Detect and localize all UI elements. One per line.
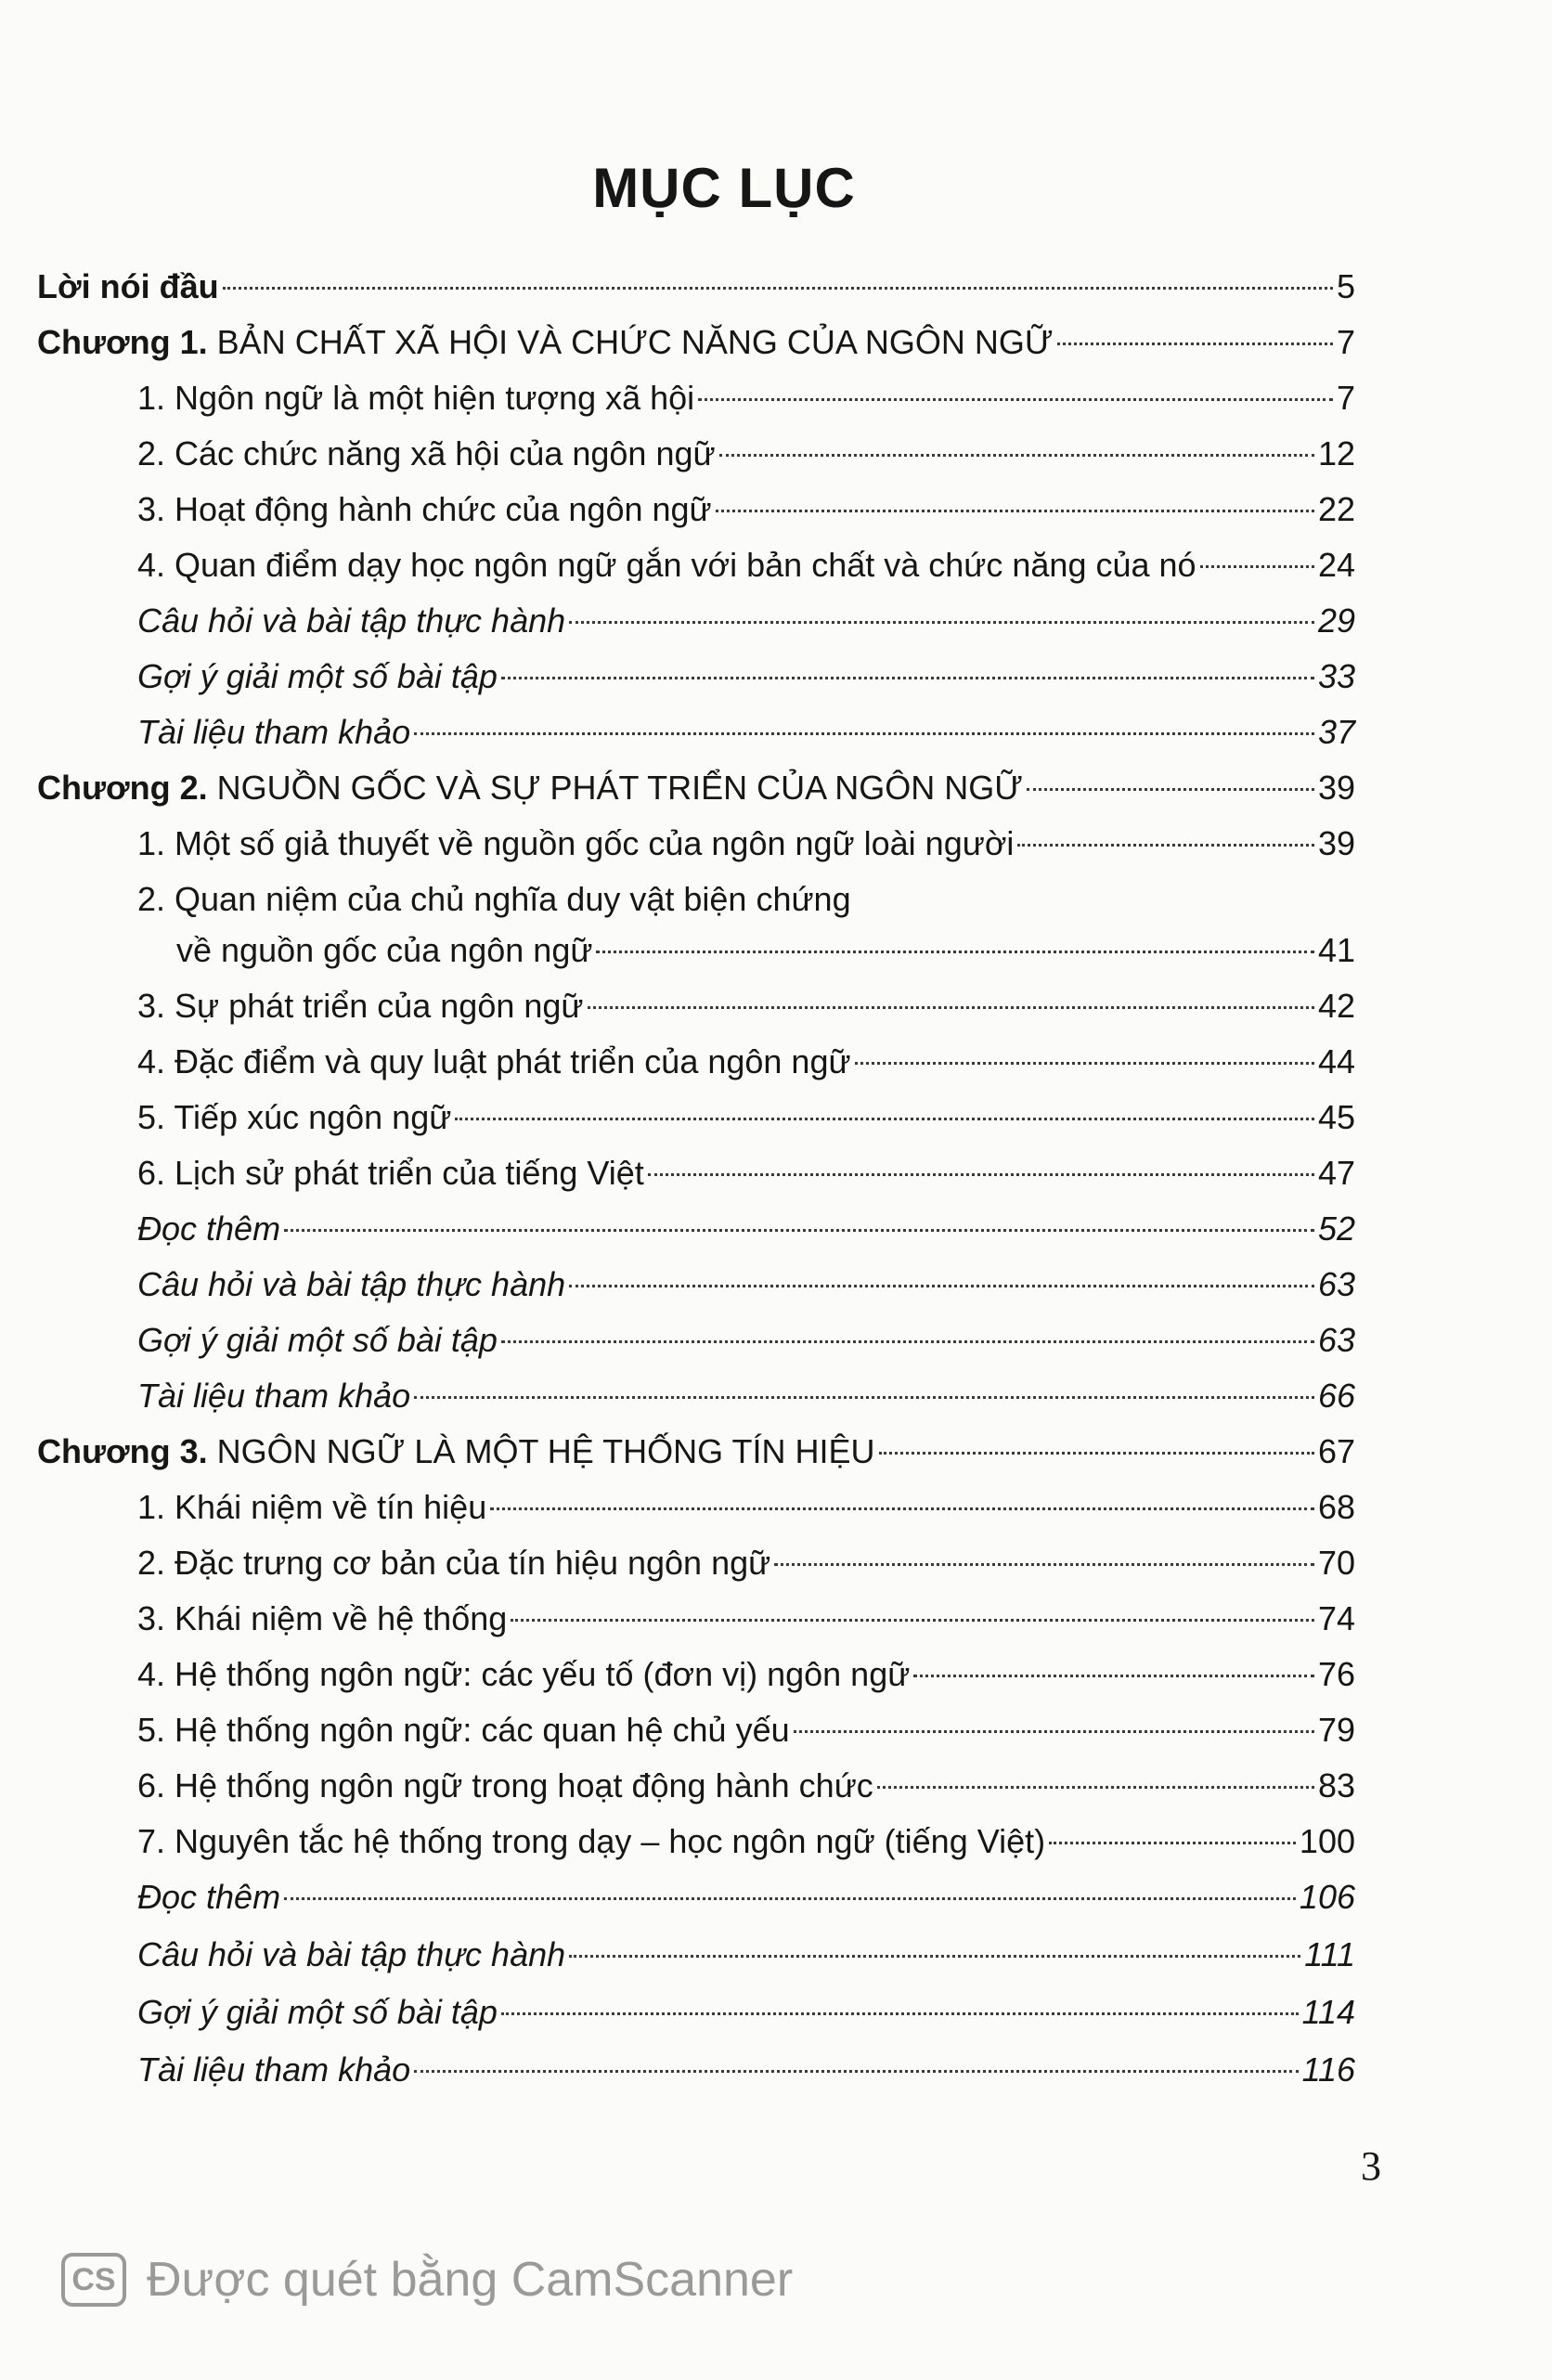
toc-chapter-2[interactable]: Chương 2. NGUỒN GỐC VÀ SỰ PHÁT TRIỂN CỦA NGÔN NGỮ 39	[37, 769, 1355, 807]
toc-entry[interactable]: 4. Hệ thống ngôn ngữ: các yếu tố (đơn vị) ngôn ngữ 76	[137, 1655, 1355, 1693]
watermark-text: Được quét bằng CamScanner	[147, 2253, 794, 2307]
toc-entry[interactable]: 4. Quan điểm dạy học ngôn ngữ gắn với bản chất và chức năng của nó 24	[137, 546, 1355, 584]
toc-entry[interactable]: Tài liệu tham khảo 37	[137, 713, 1355, 751]
toc-entry[interactable]: 3. Khái niệm về hệ thống 74	[137, 1599, 1355, 1637]
toc-entry[interactable]: Câu hỏi và bài tập thực hành 111	[137, 1935, 1355, 1973]
toc-chapter-3[interactable]: Chương 3. NGÔN NGỮ LÀ MỘT HỆ THỐNG TÍN HIỆU 67	[37, 1432, 1355, 1470]
toc-chapter-1[interactable]: Chương 1. BẢN CHẤT XÃ HỘI VÀ CHỨC NĂNG CỦA NGÔN NGỮ 7	[37, 323, 1355, 361]
toc-entry[interactable]: 5. Hệ thống ngôn ngữ: các quan hệ chủ yếu 79	[137, 1711, 1355, 1749]
toc-entry[interactable]: 3. Hoạt động hành chức của ngôn ngữ 22	[137, 490, 1355, 528]
toc-entry[interactable]: 1. Khái niệm về tín hiệu 68	[137, 1488, 1355, 1526]
toc-entry[interactable]: 2. Các chức năng xã hội của ngôn ngữ 12	[137, 434, 1355, 472]
camscanner-logo-icon: CS	[61, 2253, 126, 2307]
toc-entry[interactable]: Đọc thêm 106	[137, 1878, 1355, 1916]
toc-entry[interactable]: Tài liệu tham khảo 116	[137, 2050, 1355, 2089]
page-title: MỤC LỤC	[592, 157, 856, 219]
toc-entry[interactable]: về nguồn gốc của ngôn ngữ 41	[176, 931, 1355, 969]
toc-entry[interactable]: Đọc thêm 52	[137, 1209, 1355, 1248]
toc-entry[interactable]: Câu hỏi và bài tập thực hành 63	[137, 1265, 1355, 1303]
toc-entry[interactable]: 6. Hệ thống ngôn ngữ trong hoạt động hành chức 83	[137, 1766, 1355, 1804]
toc-entry[interactable]: 1. Ngôn ngữ là một hiện tượng xã hội 7	[137, 379, 1355, 417]
toc-entry[interactable]: Gợi ý giải một số bài tập 63	[137, 1321, 1355, 1359]
toc-entry[interactable]: 1. Một số giả thuyết về nguồn gốc của ngôn ngữ loài người 39	[137, 824, 1355, 862]
toc-entry[interactable]: Tài liệu tham khảo 66	[137, 1377, 1355, 1415]
toc-entry-preface[interactable]: Lời nói đầu 5	[37, 267, 1355, 305]
toc-entry[interactable]: 5. Tiếp xúc ngôn ngữ 45	[137, 1098, 1355, 1136]
toc-entry[interactable]: 2. Quan niệm của chủ nghĩa duy vật biện chứng	[137, 880, 851, 918]
toc-entry[interactable]: Gợi ý giải một số bài tập 114	[137, 1993, 1355, 2031]
page-number: 3	[1361, 2143, 1381, 2189]
toc-entry[interactable]: 6. Lịch sử phát triển của tiếng Việt 47	[137, 1154, 1355, 1192]
toc-entry[interactable]: 3. Sự phát triển của ngôn ngữ 42	[137, 987, 1355, 1025]
toc-entry[interactable]: 4. Đặc điểm và quy luật phát triển của ngôn ngữ 44	[137, 1042, 1355, 1080]
toc-entry[interactable]: 7. Nguyên tắc hệ thống trong dạy – học ngôn ngữ (tiếng Việt) 100	[137, 1822, 1355, 1860]
toc-entry[interactable]: 2. Đặc trưng cơ bản của tín hiệu ngôn ngữ 70	[137, 1544, 1355, 1582]
toc-entry[interactable]: Câu hỏi và bài tập thực hành 29	[137, 601, 1355, 640]
toc-entry[interactable]: Gợi ý giải một số bài tập 33	[137, 657, 1355, 695]
scanner-watermark	[61, 2252, 793, 2308]
